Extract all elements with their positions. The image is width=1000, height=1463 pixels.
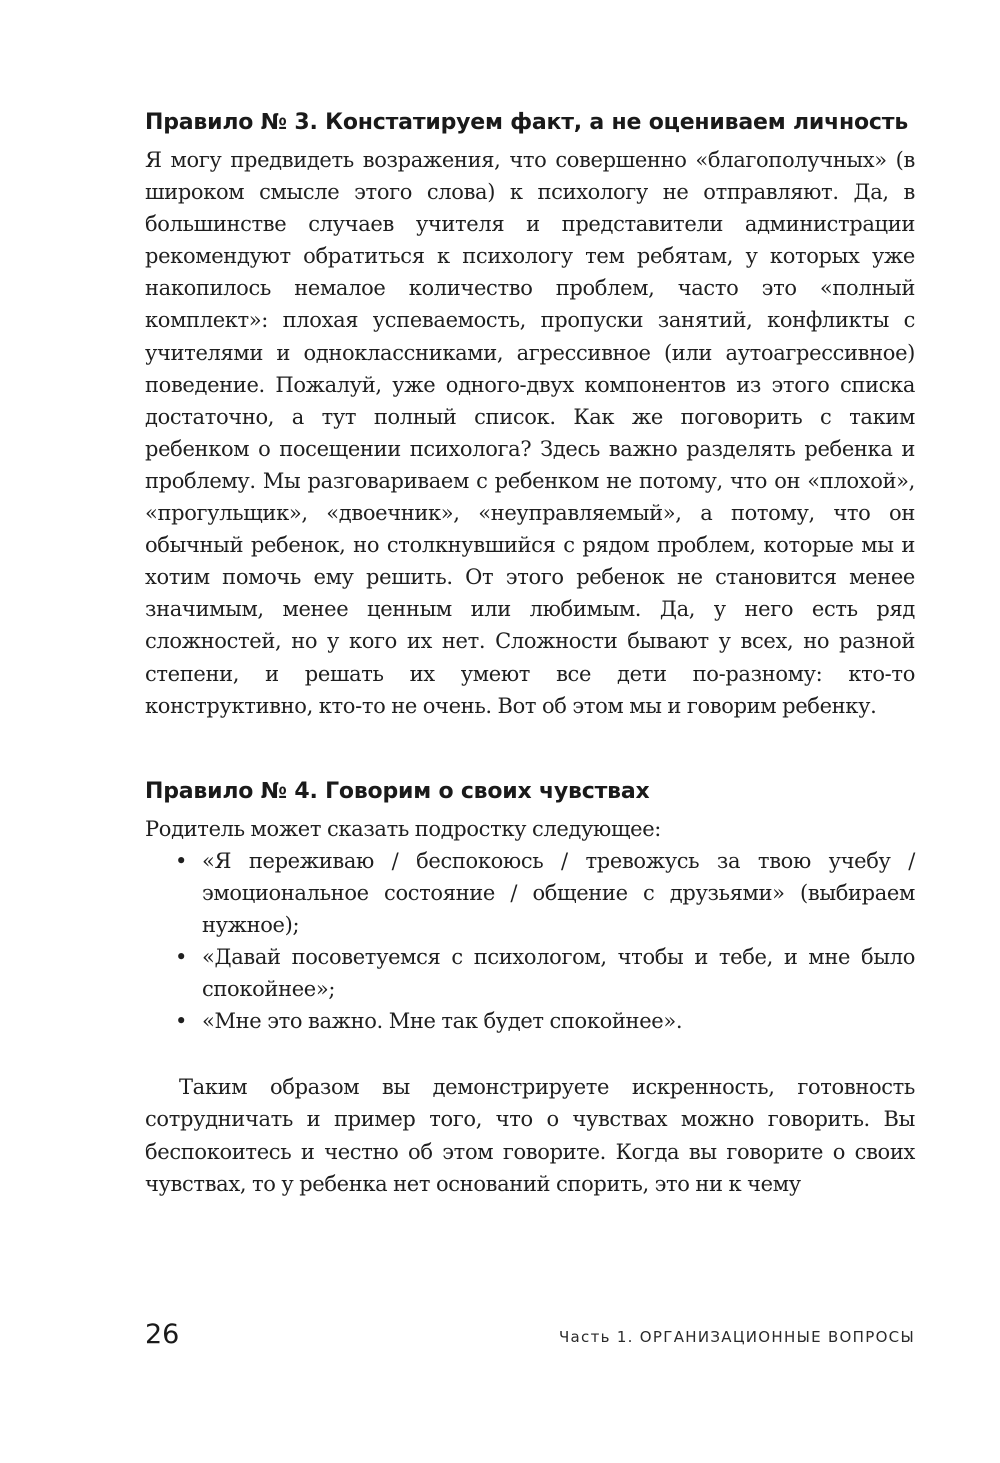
list-item-text: «Давай посоветуемся с психологом, чтобы и тебе, и мне было спокойнее»; <box>202 945 915 1002</box>
section-4-intro: Родитель может сказать подростку следующее: <box>145 816 662 841</box>
paragraph-spacer <box>145 1037 915 1071</box>
page-number: 26 <box>145 1319 180 1350</box>
page-body <box>145 108 915 1200</box>
section-3-paragraph: Я могу предвидеть возражения, что совершенно «благополучных» (в широком смысле этого слова) к психологу не отправляют. Да, в большинстве случаев учителя и представители администрации рекомендуют обратиться к психологу тем ребятам, у которых уже накопилось немалое количество проблем, часто это «полный комплект»: плохая успеваемость, пропуски занятий, конфликты с учителями и одноклассниками, агрессивное (или аутоагрессивное) поведение. Пожалуй, уже одного-двух компонентов из этого списка достаточно, а тут полный список. Как же поговорить с таким ребенком о посещении психолога? Здесь важно разделять ребенка и проблему. Мы разговариваем с ребенком не потому, что он «плохой», «прогульщик», «двоечник», «неуправляемый», а потому, что он обычный ребенок, но столкнувшийся с рядом проблем, которые мы и хотим помочь ему решить. От этого ребенок не становится менее значимым, менее ценным или любимым. Да, у него есть ряд сложностей, но у кого их нет. Сложности бывают у всех, но разной степени, и решать их умеют все дети по-разному: кто-то конструктивно, кто-то не очень. Вот об этом мы и говорим ребенку. <box>145 148 915 718</box>
bullet-list <box>145 845 915 1038</box>
section-spacer <box>145 722 915 777</box>
bullet-icon: • <box>175 945 188 970</box>
list-item <box>145 845 915 941</box>
list-item-text: «Мне это важно. Мне так будет спокойнее». <box>202 1009 683 1034</box>
page-footer <box>145 1318 915 1358</box>
bullet-icon: • <box>175 848 188 873</box>
list-item <box>145 941 915 1005</box>
list-item-text: «Я переживаю / беспокоюсь / тревожусь за твою учебу / эмоциональное состояние / общение с друзьями» (выбираем нужное); <box>202 848 915 937</box>
section-3-heading: Правило № 3. Констатируем факт, а не оцениваем личность <box>145 110 909 135</box>
closing-paragraph: Таким образом вы демонстрируете искренность, готовность сотрудничать и пример того, что о чувствах можно говорить. Вы беспокоитесь и честно об этом говорите. Когда вы говорите о своих чувствах, то у ребенка нет оснований спорить, это ни к чему <box>145 1075 915 1196</box>
section-4-heading: Правило № 4. Говорим о своих чувствах <box>145 778 650 804</box>
list-item <box>145 1005 915 1037</box>
bullet-icon: • <box>175 1009 188 1034</box>
running-head: Часть 1. ОРГАНИЗАЦИОННЫЕ ВОПРОСЫ <box>558 1328 915 1346</box>
